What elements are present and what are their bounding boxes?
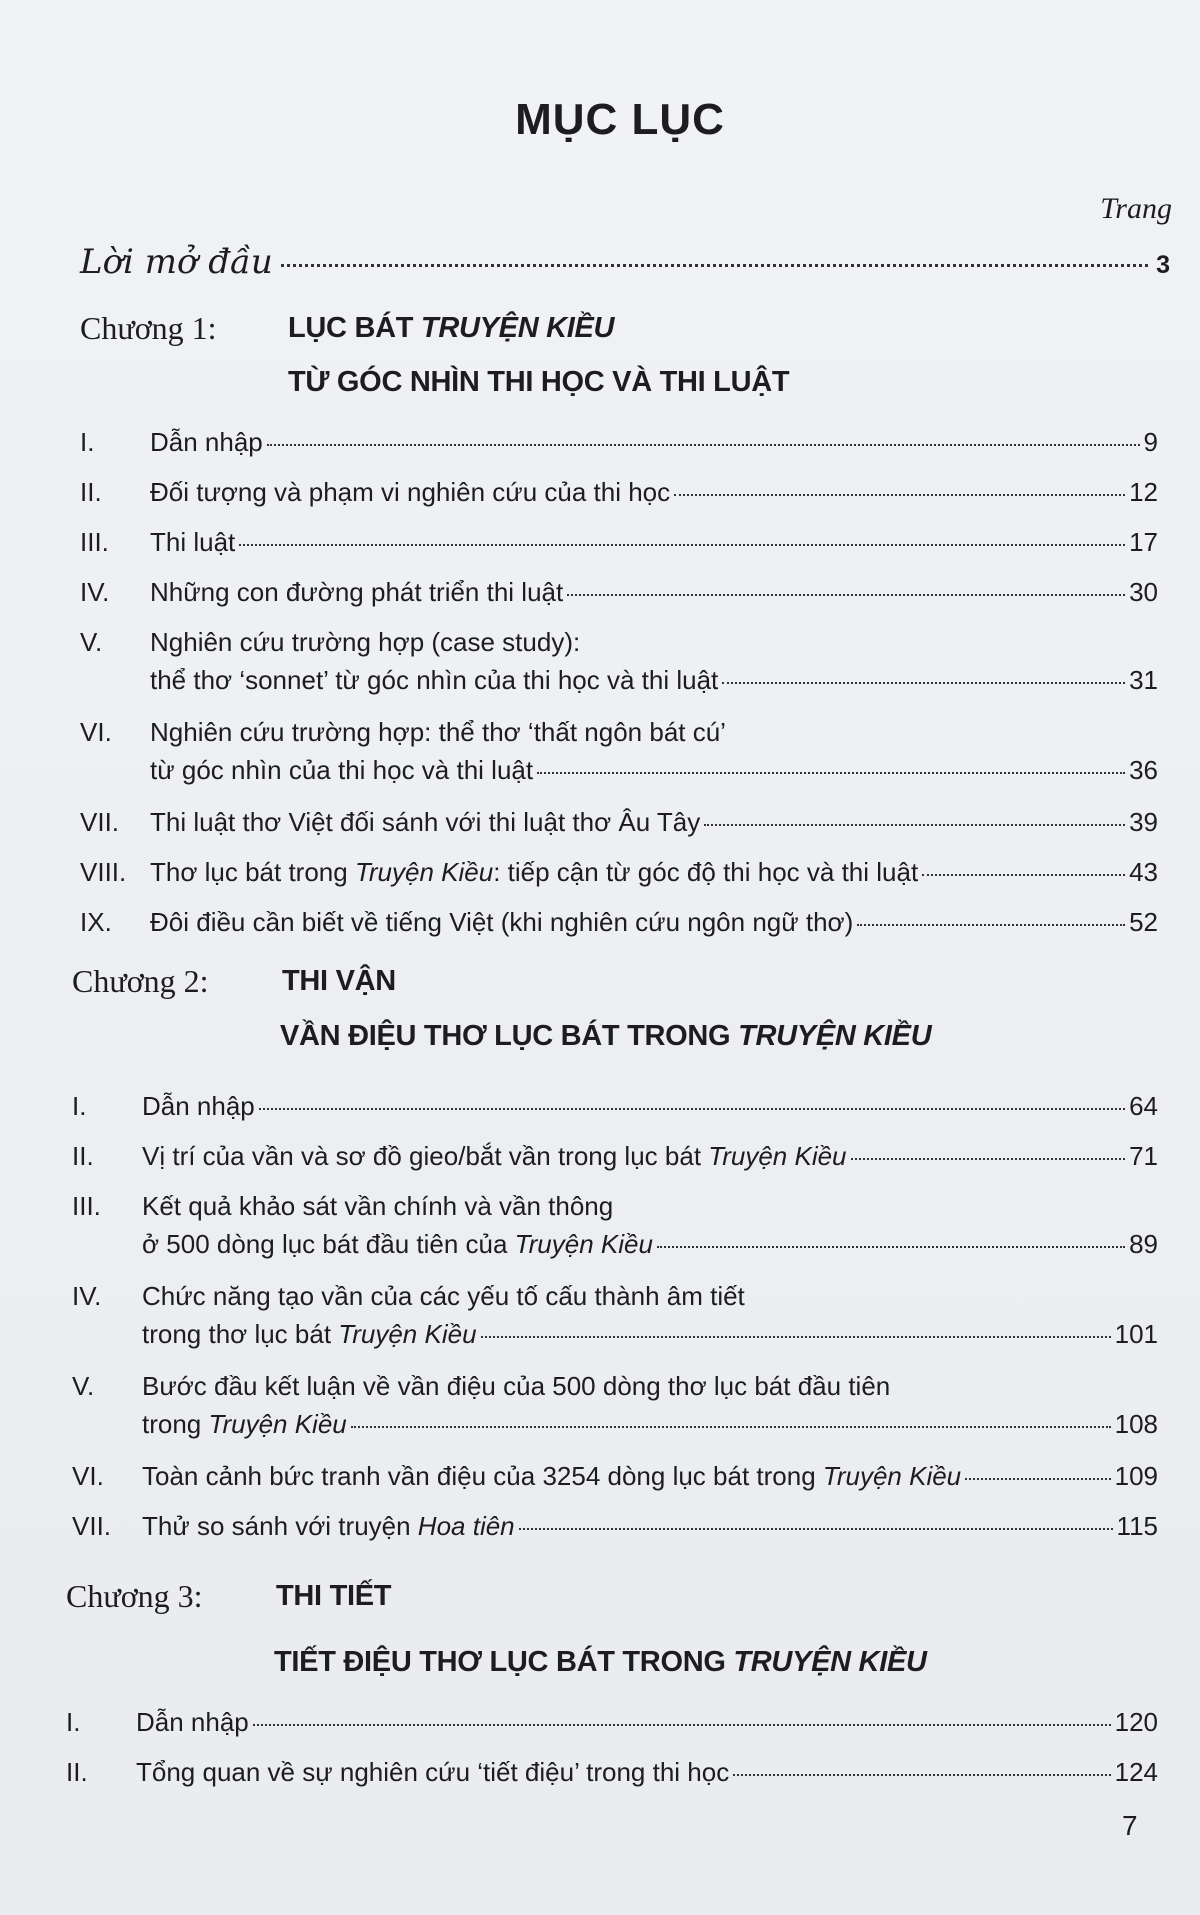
toc-entry-2-7[interactable]	[72, 1507, 1158, 1545]
roman-numeral: VII.	[72, 1511, 112, 1541]
roman-numeral: II.	[66, 1757, 88, 1787]
chapter-2-label: Chương 2:	[72, 963, 209, 999]
entry-text: Thử so sánh với truyện Hoa tiên	[142, 1511, 515, 1541]
dot-leader	[965, 1478, 1110, 1480]
intro-page: 3	[1156, 251, 1170, 279]
entry-page: 30	[1129, 577, 1158, 607]
entry-page: 64	[1129, 1091, 1158, 1121]
entry-page: 108	[1114, 1409, 1158, 1439]
dot-leader	[567, 594, 1125, 596]
chapter-1-label: Chương 1:	[80, 310, 217, 346]
entry-text: Những con đường phát triển thi luật	[150, 577, 564, 607]
roman-numeral: I.	[66, 1707, 81, 1737]
entry-text-line1: Kết quả khảo sát vần chính và vần thông	[142, 1191, 614, 1221]
entry-page: 109	[1114, 1461, 1158, 1491]
entry-text: Đôi điều cần biết về tiếng Việt (khi nghiên cứu ngôn ngữ thơ)	[150, 907, 854, 937]
chapter-2-title-line2: VẦN ĐIỆU THƠ LỤC BÁT TRONG TRUYỆN KIỀU	[280, 1020, 932, 1052]
entry-text: Thi luật	[150, 527, 236, 557]
intro-entry[interactable]	[80, 242, 1170, 282]
entry-text-line1: Chức năng tạo vần của các yếu tố cấu thành âm tiết	[142, 1281, 745, 1311]
entry-page: 115	[1116, 1511, 1158, 1541]
entry-page: 12	[1129, 477, 1158, 507]
toc-entry-1-5[interactable]	[80, 623, 1158, 699]
roman-numeral: IX.	[80, 907, 112, 937]
entry-text: thể thơ ‘sonnet’ từ góc nhìn của thi học và thi luật	[150, 665, 719, 695]
roman-numeral: III.	[72, 1191, 101, 1221]
entry-text: Thi luật thơ Việt đối sánh với thi luật thơ Âu Tây	[150, 807, 701, 837]
dot-leader	[657, 1246, 1125, 1248]
roman-numeral: VI.	[80, 717, 112, 747]
toc-entry-2-1[interactable]	[72, 1087, 1158, 1125]
roman-numeral: III.	[80, 527, 109, 557]
entry-page: 36	[1129, 755, 1158, 785]
intro-label: Lời mở đầu	[80, 242, 273, 282]
toc-entry-1-4[interactable]	[80, 573, 1158, 611]
entry-page: 31	[1129, 665, 1158, 695]
toc-entry-2-6[interactable]	[72, 1457, 1158, 1495]
chapter-3-title-line1: THI TIẾT	[276, 1580, 392, 1612]
entry-text: trong thơ lục bát Truyện Kiều	[142, 1319, 477, 1349]
dot-leader	[857, 924, 1125, 926]
roman-numeral: VII.	[80, 807, 120, 837]
toc-entry-1-7[interactable]	[80, 803, 1158, 841]
entry-text: Dẫn nhập	[142, 1091, 255, 1121]
chapter-3-title-line2: TIẾT ĐIỆU THƠ LỤC BÁT TRONG TRUYỆN KIỀU	[274, 1646, 927, 1678]
roman-numeral: I.	[72, 1091, 87, 1121]
page-column-label: Trang	[1100, 192, 1172, 225]
roman-numeral: IV.	[80, 577, 110, 607]
entry-text-line1: Nghiên cứu trường hợp (case study):	[150, 627, 581, 657]
dot-leader	[253, 1724, 1111, 1726]
entry-page: 101	[1114, 1319, 1158, 1349]
entry-page: 43	[1129, 857, 1158, 887]
chapter-2-title-line1: THI VẬN	[282, 965, 396, 997]
entry-text: Tổng quan về sự nghiên cứu ‘tiết điệu’ trong thi học	[136, 1757, 730, 1787]
toc-entry-2-5[interactable]	[72, 1367, 1158, 1443]
dot-leader	[537, 772, 1125, 774]
chapter-1-title-line1: LỤC BÁT TRUYỆN KIỀU	[288, 312, 615, 344]
dot-leader	[722, 682, 1125, 684]
dot-leader	[267, 444, 1140, 446]
toc-entry-1-8[interactable]	[80, 853, 1158, 891]
entry-text: Toàn cảnh bức tranh vần điệu của 3254 dòng lục bát trong Truyện Kiều	[142, 1461, 962, 1491]
entry-text: Dẫn nhập	[150, 427, 263, 457]
toc-entry-1-1[interactable]	[80, 423, 1158, 461]
toc-entry-1-6[interactable]	[80, 713, 1158, 789]
toc-entry-2-3[interactable]	[72, 1187, 1158, 1263]
dot-leader	[519, 1528, 1113, 1530]
roman-numeral: I.	[80, 427, 95, 457]
toc-entry-3-1[interactable]	[66, 1703, 1158, 1741]
dot-leader	[239, 544, 1125, 546]
dot-leader	[281, 264, 1148, 267]
toc-entry-2-2[interactable]	[72, 1137, 1158, 1175]
entry-page: 120	[1114, 1707, 1158, 1737]
dot-leader	[704, 824, 1125, 826]
roman-numeral: V.	[80, 627, 103, 657]
entry-text: Đối tượng và phạm vi nghiên cứu của thi học	[150, 477, 671, 507]
roman-numeral: II.	[72, 1141, 94, 1171]
roman-numeral: II.	[80, 477, 102, 507]
toc-entry-2-4[interactable]	[72, 1277, 1158, 1353]
entry-text: Thơ lục bát trong Truyện Kiều: tiếp cận từ góc độ thi học và thi luật	[150, 857, 919, 887]
entry-page: 39	[1129, 807, 1158, 837]
entry-text: trong Truyện Kiều	[142, 1409, 347, 1439]
entry-text: ở 500 dòng lục bát đầu tiên của Truyện Kiều	[142, 1229, 653, 1259]
chapter-3-label: Chương 3:	[66, 1578, 203, 1614]
roman-numeral: V.	[72, 1371, 95, 1401]
dot-leader	[674, 494, 1125, 496]
entry-text: từ góc nhìn của thi học và thi luật	[150, 755, 534, 785]
dot-leader	[922, 874, 1125, 876]
toc-entry-3-2[interactable]	[66, 1753, 1158, 1791]
roman-numeral: IV.	[72, 1281, 102, 1311]
dot-leader	[481, 1336, 1111, 1338]
roman-numeral: VIII.	[80, 857, 127, 887]
entry-text-line1: Bước đầu kết luận về vần điệu của 500 dòng thơ lục bát đầu tiên	[142, 1371, 891, 1401]
entry-page: 52	[1129, 907, 1158, 937]
page-number: 7	[1122, 1810, 1138, 1841]
dot-leader	[259, 1108, 1125, 1110]
entry-text: Dẫn nhập	[136, 1707, 249, 1737]
entry-page: 124	[1114, 1757, 1158, 1787]
chapter-1-title-line2: TỪ GÓC NHÌN THI HỌC VÀ THI LUẬT	[288, 366, 790, 398]
toc-entry-1-3[interactable]	[80, 523, 1158, 561]
entry-text-line1: Nghiên cứu trường hợp: thể thơ ‘thất ngôn bát cú’	[150, 717, 726, 747]
dot-leader	[851, 1158, 1126, 1160]
toc-entry-1-9[interactable]	[80, 903, 1158, 941]
page-title: MỤC LỤC	[515, 95, 725, 144]
entry-page: 17	[1129, 527, 1158, 557]
entry-text: Vị trí của vần và sơ đồ gieo/bắt vần trong lục bát Truyện Kiều	[142, 1141, 847, 1171]
entry-page: 71	[1129, 1141, 1158, 1171]
entry-page: 89	[1129, 1229, 1158, 1259]
dot-leader	[351, 1426, 1111, 1428]
entry-page: 9	[1143, 427, 1158, 457]
roman-numeral: VI.	[72, 1461, 104, 1491]
toc-entry-1-2[interactable]	[80, 473, 1158, 511]
dot-leader	[733, 1774, 1110, 1776]
